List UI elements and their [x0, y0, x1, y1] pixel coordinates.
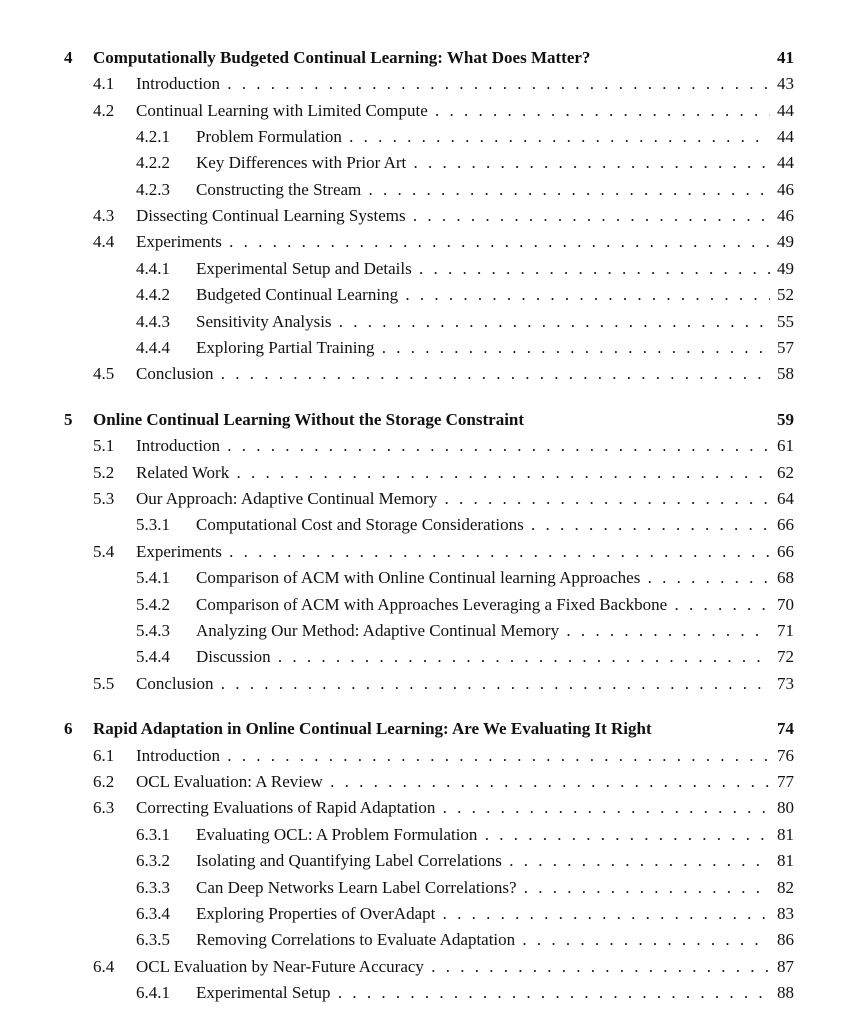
- entry-number: 6.4.1: [136, 982, 170, 1002]
- toc-subsection: [0, 901, 856, 927]
- page-number: 55: [777, 311, 794, 331]
- entry-title: Conclusion . . .: [136, 671, 770, 697]
- entry-title: OCL Evaluation by Near-Future Accuracy . . .: [136, 954, 770, 980]
- toc-section: [0, 433, 856, 459]
- page-number: 57: [777, 337, 794, 357]
- page-number: 66: [777, 541, 794, 561]
- entry-title: Comparison of ACM with Approaches Leveraging a Fixed Backbone . . .: [196, 592, 770, 618]
- entry-number: 5.2: [93, 462, 115, 482]
- entry-number: 4.3: [93, 206, 115, 226]
- entry-title: Computationally Budgeted Continual Learning: What Does Matter?: [93, 48, 591, 67]
- entry-title: Introduction . . .: [136, 71, 770, 97]
- toc-subsection: [0, 848, 856, 874]
- page-number: 72: [777, 647, 794, 667]
- entry-number: 6.3.4: [136, 903, 170, 923]
- entry-number: 6.4: [93, 956, 115, 976]
- entry-title: Can Deep Networks Learn Label Correlations? . . .: [196, 875, 770, 901]
- toc-section: [0, 203, 856, 229]
- page-number: 68: [777, 568, 794, 588]
- entry-number: 6.3.5: [136, 930, 170, 950]
- entry-title: Key Differences with Prior Art . . .: [196, 150, 770, 176]
- entry-number: 5.4.4: [136, 647, 170, 667]
- toc-subsection: [0, 822, 856, 848]
- entry-title: Evaluating OCL: A Problem Formulation . . .: [196, 822, 770, 848]
- page-number: 44: [777, 153, 794, 173]
- entry-title: Introduction . . .: [136, 433, 770, 459]
- toc-section: [0, 361, 856, 387]
- page-number: 77: [777, 772, 794, 792]
- entry-title: Budgeted Continual Learning . . .: [196, 282, 770, 308]
- toc-section: [0, 460, 856, 486]
- entry-title: Continual Learning with Limited Compute . . .: [136, 98, 770, 124]
- entry-title: Isolating and Quantifying Label Correlations . . .: [196, 848, 770, 874]
- entry-title: Experiments . . .: [136, 539, 770, 565]
- entry-title: Online Continual Learning Without the Storage Constraint: [93, 410, 525, 430]
- entry-title: Introduction . . .: [136, 743, 770, 769]
- entry-number: 6.3.1: [136, 824, 170, 844]
- toc-subsection: [0, 927, 856, 953]
- page-number: 41: [777, 48, 794, 67]
- page-number: 46: [777, 206, 794, 226]
- entry-title: Constructing the Stream . . .: [196, 177, 770, 203]
- entry-number: 6.3.2: [136, 851, 170, 871]
- toc-section: [0, 671, 856, 697]
- entry-number: 4.1: [93, 74, 115, 94]
- page-number: 52: [777, 285, 794, 305]
- toc-subsection: [0, 875, 856, 901]
- entry-number: 4.2.2: [136, 153, 170, 173]
- page-number: 88: [777, 982, 794, 1002]
- entry-title: Comparison of ACM with Online Continual learning Approaches . . .: [196, 565, 770, 591]
- entry-title: Experimental Setup . . .: [196, 980, 770, 1006]
- entry-number: 6.1: [93, 745, 115, 765]
- toc-section: [0, 954, 856, 980]
- entry-number: 5.4.3: [136, 620, 170, 640]
- page-number: 46: [777, 179, 794, 199]
- toc-section: [0, 98, 856, 124]
- entry-number: 5: [64, 410, 73, 430]
- entry-title: Related Work . . .: [136, 460, 770, 486]
- toc-section: [0, 71, 856, 97]
- page-number: 66: [777, 515, 794, 535]
- toc-chapter: [0, 716, 856, 742]
- entry-number: 4.2.3: [136, 179, 170, 199]
- toc-section: [0, 539, 856, 565]
- page-number: 83: [777, 903, 794, 923]
- page-number: 86: [777, 930, 794, 950]
- entry-number: 4.2.1: [136, 127, 170, 147]
- toc-subsection: [0, 124, 856, 150]
- page-number: 49: [777, 232, 794, 252]
- page-number: 76: [777, 745, 794, 765]
- toc-subsection: [0, 512, 856, 538]
- page-number: 44: [777, 100, 794, 120]
- entry-number: 5.4.1: [136, 568, 170, 588]
- entry-number: 5.5: [93, 673, 115, 693]
- entry-number: 4.2: [93, 100, 115, 120]
- toc-subsection: [0, 256, 856, 282]
- entry-title: Discussion . . .: [196, 644, 770, 670]
- toc-subsection: [0, 150, 856, 176]
- page-number: 80: [777, 798, 794, 818]
- entry-title: Removing Correlations to Evaluate Adaptation . . .: [196, 927, 770, 953]
- entry-title: Analyzing Our Method: Adaptive Continual Memory . . .: [196, 618, 770, 644]
- entry-number: 6: [64, 719, 73, 739]
- toc-subsection: [0, 592, 856, 618]
- entry-title: Sensitivity Analysis . . .: [196, 309, 770, 335]
- entry-title: Problem Formulation . . .: [196, 124, 770, 150]
- page-number: 43: [777, 74, 794, 94]
- entry-number: 4.4.2: [136, 285, 170, 305]
- entry-title: Experiments . . .: [136, 229, 770, 255]
- toc-section: [0, 229, 856, 255]
- toc-subsection: [0, 565, 856, 591]
- toc-subsection: [0, 644, 856, 670]
- entry-number: 4.5: [93, 364, 115, 384]
- toc-section: [0, 769, 856, 795]
- page-number: 58: [777, 364, 794, 384]
- toc-subsection: [0, 980, 856, 1006]
- entry-number: 6.2: [93, 772, 115, 792]
- toc-subsection: [0, 618, 856, 644]
- entry-number: 5.4.2: [136, 594, 170, 614]
- entry-number: 4: [64, 48, 73, 67]
- page-number: 59: [777, 410, 794, 430]
- page-number: 73: [777, 673, 794, 693]
- page-number: 49: [777, 258, 794, 278]
- entry-number: 4.4.1: [136, 258, 170, 278]
- toc-subsection: [0, 309, 856, 335]
- page-number: 74: [777, 719, 794, 739]
- entry-title: OCL Evaluation: A Review . . .: [136, 769, 770, 795]
- entry-title: Computational Cost and Storage Considerations . . .: [196, 512, 770, 538]
- page-number: 71: [777, 620, 794, 640]
- entry-title: Exploring Properties of OverAdapt . . .: [196, 901, 770, 927]
- page-number: 62: [777, 462, 794, 482]
- entry-title: Correcting Evaluations of Rapid Adaptation . . .: [136, 795, 770, 821]
- toc-section: [0, 486, 856, 512]
- toc-subsection: [0, 177, 856, 203]
- page-number: 81: [777, 851, 794, 871]
- toc-subsection: [0, 335, 856, 361]
- toc-subsection: [0, 282, 856, 308]
- page-number: 70: [777, 594, 794, 614]
- entry-number: 6.3.3: [136, 877, 170, 897]
- entry-title: Dissecting Continual Learning Systems . . .: [136, 203, 770, 229]
- page-number: 61: [777, 436, 794, 456]
- entry-number: 5.4: [93, 541, 115, 561]
- entry-number: 5.3: [93, 489, 115, 509]
- entry-number: 5.1: [93, 436, 115, 456]
- page-number: 64: [777, 489, 794, 509]
- entry-number: 4.4.4: [136, 337, 170, 357]
- entry-title: Exploring Partial Training . . .: [196, 335, 770, 361]
- toc-chapter: [0, 45, 856, 71]
- toc-section: [0, 795, 856, 821]
- page-number: 82: [777, 877, 794, 897]
- entry-number: 5.3.1: [136, 515, 170, 535]
- page-number: 44: [777, 127, 794, 147]
- entry-title: Our Approach: Adaptive Continual Memory . . .: [136, 486, 770, 512]
- entry-title: Experimental Setup and Details . . .: [196, 256, 770, 282]
- toc-chapter: [0, 407, 856, 433]
- page-number: 87: [777, 956, 794, 976]
- entry-number: 6.3: [93, 798, 115, 818]
- page-number: 81: [777, 824, 794, 844]
- toc-section: [0, 743, 856, 769]
- entry-title: Rapid Adaptation in Online Continual Learning: Are We Evaluating It Right: [93, 719, 652, 739]
- entry-number: 4.4: [93, 232, 115, 252]
- entry-title: Conclusion . . .: [136, 361, 770, 387]
- entry-number: 4.4.3: [136, 311, 170, 331]
